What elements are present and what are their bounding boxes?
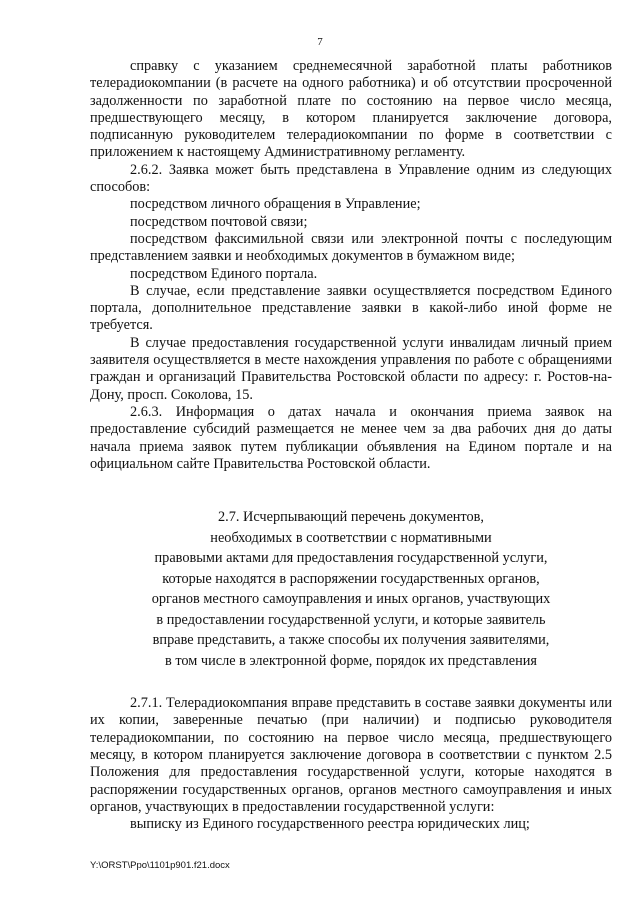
heading-line: 2.7. Исчерпывающий перечень документов, [218,509,484,526]
footer-file-path: Y:\ORST\Ppo\1101p901.f21.docx [90,860,230,871]
heading-line: в том числе в электронной форме, порядок их представления [165,652,537,669]
paragraphs-after [90,695,612,833]
section-heading [90,507,612,671]
paragraph: посредством почтовой связи; [130,213,308,230]
paragraph: 2.6.2. Заявка может быть представлена в Управление одним из следующих способов: [90,161,612,196]
paragraph: справку с указанием среднемесячной заработной платы работников телерадиокомпании (в расчете на одного работника) и об отсутствии просроченной задолженности по заработной плате по состоянию на первое число месяца, предшествующего месяцу, в котором планируется заключение договора, подписанную руководителем телерадиокомпании по форме в соответствии с приложением к настоящему Административному регламенту. [90,58,612,161]
paragraph: В случае, если представление заявки осуществляется посредством Единого портала, дополнительное представление заявки в какой-либо иной форме не требуется. [90,282,612,334]
heading-line: вправе представить, а также способы их получения заявителями, [152,632,550,649]
heading-line: органов местного самоуправления и иных органов, участвующих [151,591,551,608]
document-body [90,58,612,834]
heading-line: необходимых в соответствии с нормативными [210,529,492,546]
paragraphs-before [90,58,612,473]
heading-line: в предоставлении государственной услуги, и которые заявитель [156,611,546,628]
paragraph: посредством факсимильной связи или электронной почты с последующим представлением заявки и необходимых документов в бумажном виде; [90,230,612,265]
paragraph: 2.7.1. Телерадиокомпания вправе представить в составе заявки документы или их копии, заверенные печатью (при наличии) и подписью руководителя телерадиокомпании, по состоянию на первое число месяца, предшествующего месяцу, в котором планируется заключение договора в соответствии с пунктом 2.5 Положения для предоставления государственной услуги, которые находятся в распоряжении государственных органов, органов местного самоуправления и иных органов, участвующих в предоставлении государственной услуги: [90,695,612,815]
paragraph: выписку из Единого государственного реестра юридических лиц; [130,816,530,833]
heading-line: которые находятся в распоряжении государственных органов, [162,570,540,587]
paragraph: В случае предоставления государственной услуги инвалидам личный прием заявителя осуществляется в месте нахождения управления по работе с обращениями граждан и организаций Правительства Ростовской области по адресу: г. Ростов-на-Дону, просп. Соколова, 15. [90,334,612,403]
page-number: 7 [317,36,323,48]
paragraph: посредством личного обращения в Управление; [130,196,421,213]
paragraph: посредством Единого портала. [130,265,318,282]
paragraph: 2.6.3. Информация о датах начала и окончания приема заявок на предоставление субсидий размещается не менее чем за два рабочих дня до даты начала приема заявок путем публикации объявления на Едином портале и на официальном сайте Правительства Ростовской области. [90,403,612,472]
heading-line: правовыми актами для предоставления государственной услуги, [154,550,548,567]
